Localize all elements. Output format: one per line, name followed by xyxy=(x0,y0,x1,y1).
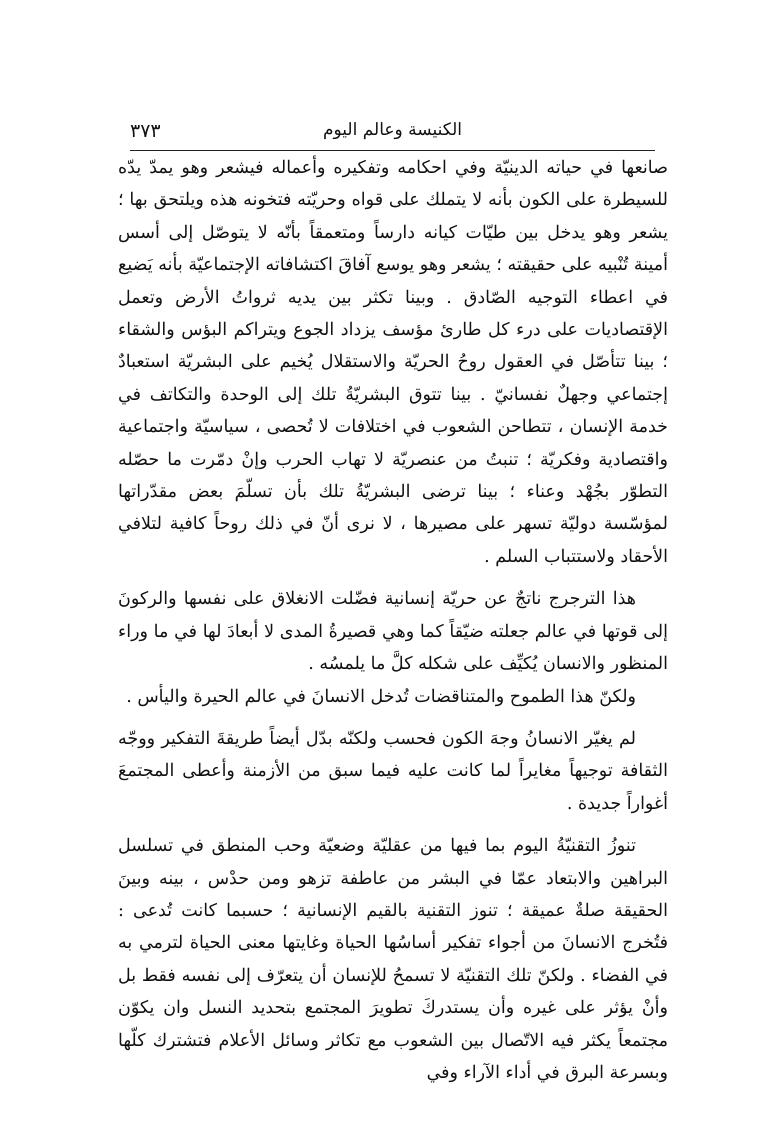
paragraph: لم يغيّر الانسانُ وجهَ الكون فحسب ولكنّه بدّل أيضاً طريقةَ التفكير ووجّه الثقافة توجيهاً مغايراً لما كانت عليه فيما سبق من الأزمنة وأعطى المجتمعَ أغواراً جديدة . xyxy=(118,728,668,814)
page-number: ٣٧٣ xyxy=(130,120,161,142)
header-rule xyxy=(130,150,655,151)
body-text xyxy=(118,152,668,1089)
header-title: الكنيسة وعالم اليوم xyxy=(322,120,462,140)
paragraph: ولكنّ هذا الطموح والمتناقضات تُدخل الانسانَ في عالم الحيرة واليأس . xyxy=(126,686,636,707)
running-head xyxy=(130,120,655,146)
paragraph: صانعها في حياته الدينيّة وفي احكامه وتفكيره وأعماله فيشعر وهو يمدّ يدّه للسيطرة على الكون بأنه لا يتملك على قواه وحريّته فتخونه هذه ويلتحق بها ؛ يشعر وهو يدخل بين طيّات كيانه دارساً ومتعمقاً بأنّه لا يتوصّل إلى أسس أمينة تُنْبيه على حقيقته ؛ يشعر وهو يوسع آفاقَ اكتشافاته الإجتماعيّة بأنه يَضيع في اعطاء التوجيه الصّادق . وبينا تكثر بين يديه ثرواتُ الأرض وتعمل الإقتصاديات على درء كل طارئ مؤسف يزداد الجوع ويتراكم البؤس والشقاء ؛ بينا تتأصّل في العقول روحُ الحريّة والاستقلال يُخيم على البشريّة استعبادٌ إجتماعي وجهلٌ نفسانيّ . بينا تتوق البشريّةُ تلك إلى الوحدة والتكاتف في خدمة الإنسان ، تتطاحن الشعوب في اختلافات لا تُحصى ، سياسيّة واجتماعية واقتصادية وفكريّة ؛ تنبتُ من عنصريّة لا تهاب الحرب وإنْ دمّرت ما حصّله التطوّر بجُهْد وعناء ؛ بينا ترضى البشريّةُ تلك بأن تسلّمَ بعض مقدّراتها لمؤسّسة دوليّة تسهر على مصيرها ، لا نرى أنّ في ذلك روحاً كافية لتلافي الأحقاد ولاستتباب السلم . xyxy=(118,158,668,567)
paragraph: هذا الترجرج ناتجٌ عن حريّة إنسانية فضّلت الانغلاق على نفسها والركونَ إلى قوتها في عالم جعلته ضيّقاً كما وهي قصيرةُ المدى لا أبعادَ لها في ما وراء المنظور والانسان يُكيِّف على شكله كلَّ ما يلمسُه . xyxy=(118,589,668,675)
paragraph: تنوزُ التقنيّةُ اليوم بما فيها من عقليّة وضعيّة وحب المنطق في تسلسل البراهين والابتعاد عمّا في البشر من عاطفة تزهو ومن حدْس ، بينه وبينَ الحقيقة صلةٌ عميقة ؛ تنوز التقنية بالقيم الإنسانية ؛ حسبما كانت تُدعى : فتُخرج الانسانَ من أجواء تفكير أساسُها الحياة وغايتها معنى الحياة لترمي به في الفضاء . ولكنّ تلك التقنيّة لا تسمحُ للإنسان أن يتعرّف إلى نفسه فقط بل وأنْ يؤثر على غيره وأن يستدركَ تطويرَ المجتمع بتحديد النسل وان يكوّن مجتمعاً يكثر فيه الاتّصال بين الشعوب مع تكاثر وسائل الأعلام فتشترك كلّها وبسرعة البرق في أداء الآراء وفي xyxy=(118,836,668,1083)
